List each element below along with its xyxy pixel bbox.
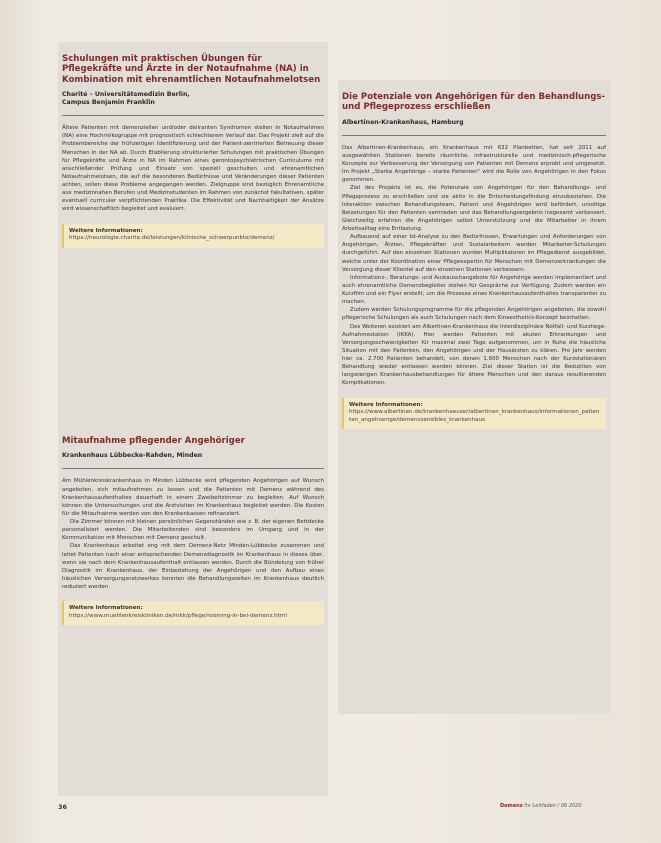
article-title: Die Potenziale von Angehörigen für den Behandlungs- und Pflegeprozess erschließen [342, 92, 606, 113]
journal-name: Demenz [500, 803, 523, 809]
paragraph: Aufbauend auf einer Ist-Analyse zu den Bedürfnissen, Erwartungen und Anforderungen von Angehörigen, Ärzten, Pflegekräften und Sozialarbeitern werden Mitarbeiter-Schulungen durchgeführt. Auf den einzelnen Stationen wurden Multiplikatoren im Pflegedienst ausgebildet, welche unter der Koordination einer Pflegeexpertin für Menschen mit Demenzerkrankungen die Versorgung dieser Klientel auf den einzelnen Stationen verbessern. [342, 234, 606, 273]
paragraph: Ältere Patienten mit demenziellen und/oder deliranten Syndromen stellen in Notaufnahmen (NA) eine Hochrisikogruppe mit prognostisch schlechterem Verlauf dar. Das Projekt zielt auf die Problembereiche der frühzeitigen Identifizierung und der Patient-zentrierten Betreuung dieser Menschen in der NA ab. Durch Etablierung strukturierter Schulungen mit praktischen Übungen für Pflegekräfte und Ärzte in NA im Rahmen eines gerontopsychiatrischen Curriculums mit anschließender Prüfung und Einsatz von speziell geschulten und ehrenamtlichen Notaufnahmelotsen, die auf die besonderen Bedürfnisse und Veränderungen dieser Patienten achten, sollen diese Probleme angegangen werden. Zielgruppe sind bezüglich Ehrenamtliche aus medizinnahen Berufen und Medizinstudenten im Rahmen von zunächst fakultativen, später eventuell curricular verpflichtenden Praktika. Die Effektivität und Nachhaltigkeit der Ansätze wird wissenschaftlich begleitet und evaluiert. [62, 125, 324, 213]
article-title: Mitaufnahme pflegender Angehöriger [62, 436, 245, 446]
paragraph: Die Zimmer können mit kleinen persönlichen Gegenständen wie z. B. der eigenen Bettdecke personalisiert werden. Die Mitarbeitenden sind besonders im Umgang und in der Kommunikation mit Menschen mit Demenz geschult. [62, 519, 324, 542]
info-box [62, 601, 324, 625]
paragraph: Informations-, Beratungs- und Austauschangebote für Angehörige werden implementiert und auch ehrenamtliche Demenzbegleiter stehen für Gespräche zur Verfügung. Zudem werden ein Kurzfilm und ein Flyer erstellt, um die Prozesse eines Krankenhausaufenthaltes transparenter zu machen. [342, 274, 606, 306]
info-box [342, 398, 606, 430]
divider [342, 135, 606, 136]
info-link[interactable]: https://neurologie.charite.de/leistungen/klinische_schwerpunkte/demenz/ [69, 235, 275, 242]
info-heading: Weitere Informationen: [69, 227, 143, 234]
paragraph: Das Albertinen-Krankenhaus, ein Krankenhaus mit 632 Planbetten, hat seit 2011 auf ausgewählten Stationen bereits räumliche, infrastrukturelle und medizinisch-pflegerische Konzepte zur Verbesserung der Versorgung von Patienten mit Demenz erprobt und umgesetzt. Im Projekt „Starke Angehörige – starke Patienten“ wird die Rolle von Angehörigen in den Fokus genommen. [342, 144, 606, 184]
article-potenziale [338, 80, 610, 714]
info-heading: Weitere Informationen: [349, 401, 423, 408]
info-link[interactable]: https://www.albertinen.de/krankenhaeuser/albertinen_krankenhaus/informationen_patienten_angehoerige/demenzsensibles_krankenhaus [349, 409, 600, 423]
article-body [62, 124, 324, 213]
article-body [62, 477, 324, 591]
info-link[interactable]: https://www.muehlenkreiskliniken.de/mkk/pflege/rooming-in-bei-demenz.html [69, 612, 287, 619]
article-institution: Albertinen-Krankenhaus, Hamburg [342, 118, 464, 126]
journal-footer [500, 803, 582, 809]
info-heading: Weitere Informationen: [69, 605, 143, 612]
divider [62, 115, 324, 116]
paragraph: Am Mühlenkreiskrankenhaus in Minden Lübbecke wird pflegenden Angehörigen auf Wunsch angeboten, sich mitaufnehmen zu lassen und die Patienten mit Demenz während des Krankenhausaufenthaltes dauerhaft in einem Zweibettzimmer zu begleiten. Auf Wunsch können die Untersuchungen und die Arztvisiten im Krankenhaus begleitet werden. Die Kosten für die Mitaufnahme werden von den Krankenkassen refinanziert. [62, 478, 324, 517]
paragraph: Ziel des Projekts ist es, die Potenziale von Angehörigen für den Behandlungs- und Pflegeprozess zu erschließen und sie aktiv in die Entscheidungsfindung einzubeziehen. Die Interaktion zwischen Behandlungsteam, Patient und Angehörigen wird befördert, unnötige Belastungen für den Patienten vermieden und das Behandlungsergebnis insgesamt verbessert. Gleichzeitig erfahren die Angehörigen selbst Unterstützung und die Mitarbeiter in ihrem Arbeitsalltag eine Entlastung. [342, 185, 606, 233]
article-title: Schulungen mit praktischen Übungen für Pflegekräfte und Ärzte in der Notaufnahme (NA) in Kombination mit ehrenamtlichen Notaufnahmelotsen [62, 54, 321, 85]
article-institution: Charité – Universitätsmedizin Berlin, Campus Benjamin Franklin [62, 91, 190, 107]
article-body [342, 144, 606, 388]
paragraph: Zudem werden Schulungsprogramme für die pflegenden Angehörigen angeboten, die sowohl pflegerische Schulungen als auch Schulungen nach dem Kinaesthetics-Konzept beinhalten. [342, 307, 606, 322]
article-institution: Krankenhaus Lübbecke-Rahden, Minden [62, 452, 203, 460]
page-number: 36 [58, 803, 68, 811]
article-mitaufnahme [58, 424, 328, 796]
journal-issue: Ihr Leitfaden / 06 2020 [524, 803, 582, 809]
paragraph: Das Krankenhaus arbeitet eng mit dem Demenz-Netz Minden-Lübbecke zusammen und leitet Patienten nach einer entsprechenden Demenzdiagnostik im Krankenhaus in dieses über, wenn sie nach dem Krankenhausaufenthalt entlassen werden. Durch die Bündelung von früher Diagnostik im Krankenhaus, der Einbeziehung der Angehörigen und den Aufbau eines häuslichen Versorgungsnetzwerkes konnten die Behandlungszeiten im Krankenhaus deutlich reduziert werden. [62, 543, 324, 591]
paragraph: Des Weiteren existiert am Albertinen-Krankenhaus die Interdisziplinäre Notfall- und Kurzliege-Aufnahmestation (IKKA). Hier werden Patienten mit akuten Erkrankungen und Versorgungsschwierigkeiten für maximal zwei Tage aufgenommen, um in Ruhe die häusliche Situation mit den Patienten, den Angehörigen und der Hausärzten zu klären. Pro Jahr werden hier ca. 2.700 Patienten behandelt, von denen 1.600 Menschen nach der Kurzstationären Behandlung wieder entlassen werden können. Ziel dieser Station ist die Reduktion von langwierigen Krankenhausbehandlungen für ältere Menschen und den daraus resultierenden Komplikationen. [342, 323, 606, 387]
article-schulungen [58, 42, 328, 428]
info-box [62, 224, 324, 248]
divider [62, 468, 324, 469]
